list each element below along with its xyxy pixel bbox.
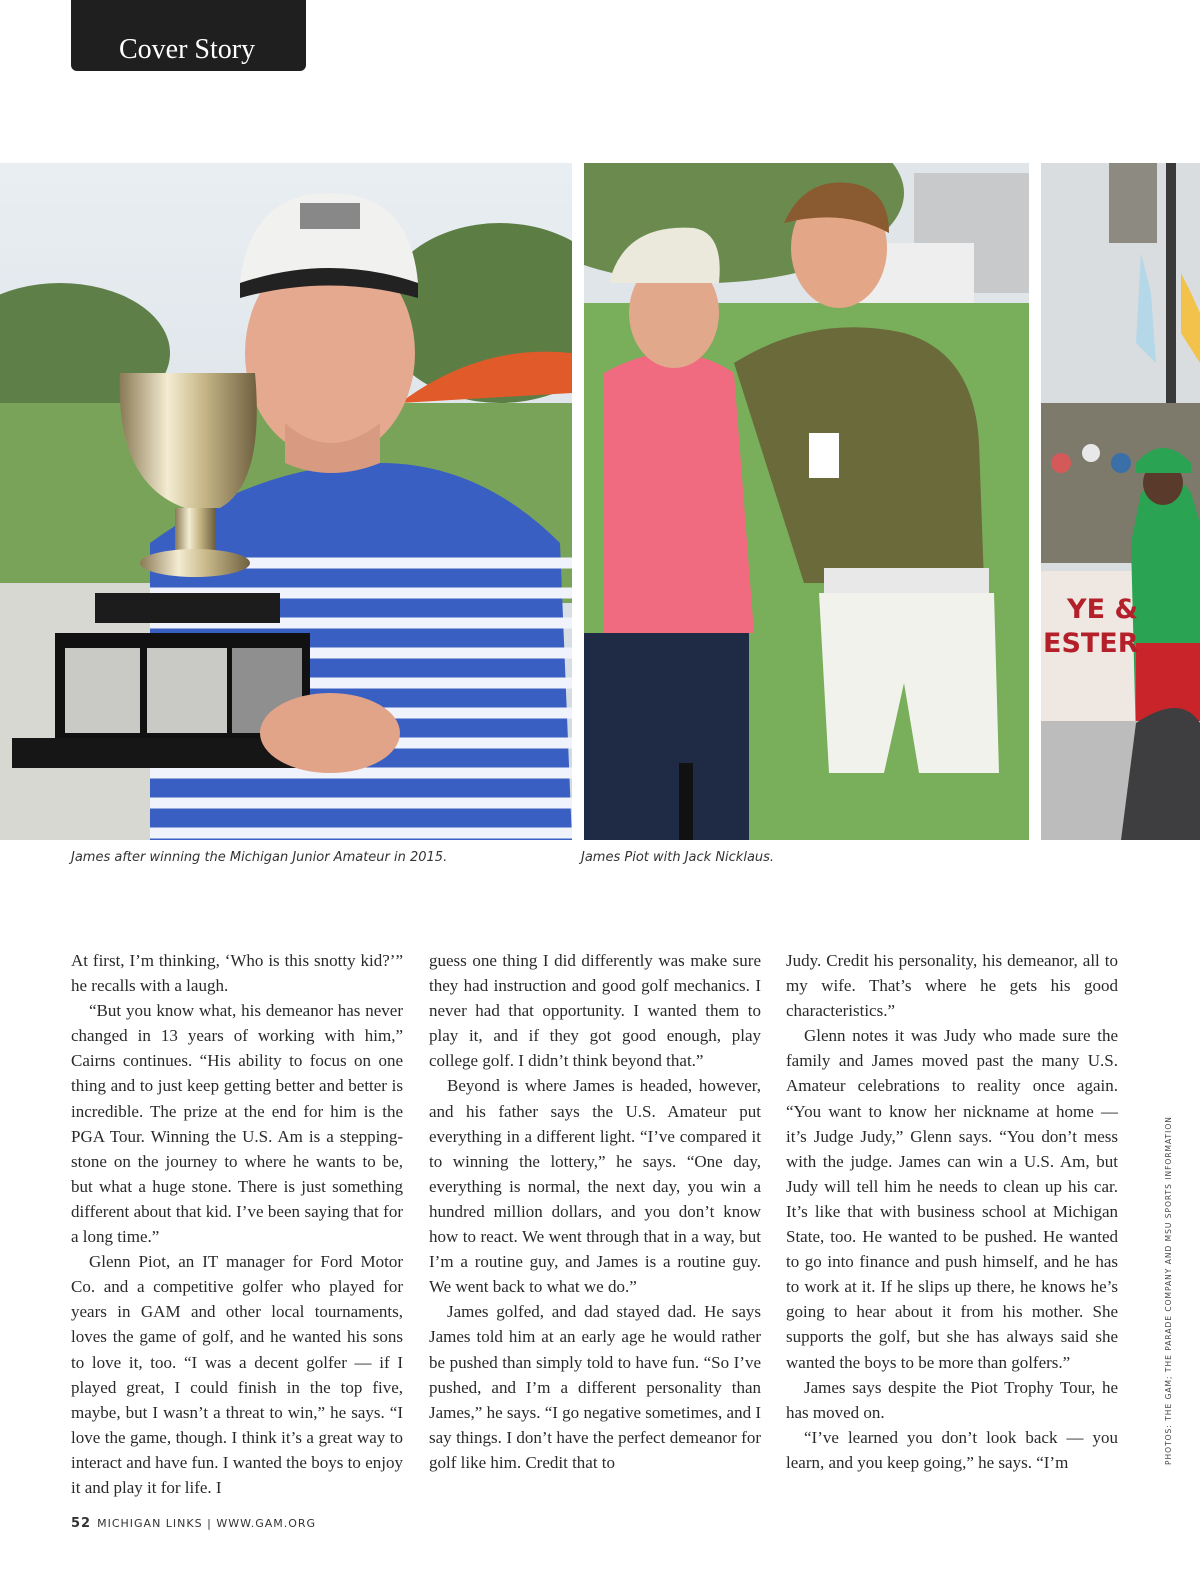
paragraph: guess one thing I did differently was make sure they had instruction and good golf mechanics. I never had that opportunity. I wanted them to play it, and if they got good enough, play college golf. I didn’t think beyond that.” [429,951,761,1071]
paragraph: “I’ve learned you don’t look back — you learn, and you keep going,” he says. “I’m [786,1427,1118,1472]
photo-nicklaus [584,163,1029,840]
paragraph: “But you know what, his demeanor has never changed in 13 years of working with him,” Cairns continues. “His ability to focus on one thing and to just keep getting better and better is incredible. The prize at the end for him is the PGA Tour. Winning the U.S. Am is a stepping-stone on the journey to where he wants to be, but what a huge stone. There is just something different about that kid. I’ve been saying that for a long time.” [71,1001,403,1247]
publication-name: MICHIGAN LINKS [97,1517,203,1530]
photo-caption-trophy: James after winning the Michigan Junior Amateur in 2015. [71,850,448,865]
photo-parade [1041,163,1200,840]
photo-credit: PHOTOS: THE GAM; THE PARADE COMPANY AND MSU SPORTS INFORMATION [1164,1116,1173,1465]
section-tab [71,0,306,71]
photo-caption-nicklaus: James Piot with Jack Nicklaus. [581,850,775,865]
photo-trophy [0,163,572,840]
page-number: 52 [71,1516,92,1531]
article-column-3 [786,948,1118,1475]
website-link[interactable]: WWW.GAM.ORG [216,1517,317,1530]
page-footer [71,1516,316,1531]
footer-separator: | [207,1517,212,1530]
parade-sign-text: YE & ESTER [1043,594,1139,659]
paragraph: James says despite the Piot Trophy Tour, he has moved on. [786,1377,1118,1422]
paragraph: James golfed, and dad stayed dad. He says James told him at an early age he would rather be pushed than simply told to have fun. “So I’ve pushed, and I’m a different personality than James,” he says. “I go negative sometimes, and I say things. I don’t have the perfect demeanor for golf like him. Credit that to [429,1302,761,1472]
paragraph: At first, I’m thinking, ‘Who is this snotty kid?’” he recalls with a laugh. [71,951,403,996]
paragraph: Glenn notes it was Judy who made sure the family and James moved past the many U.S. Amateur celebrations to reality once again. “You want to know her nickname at home — it’s Judge Judy,” Glenn says. “You don’t mess with the judge. James can win a U.S. Am, but Judy will tell him he needs to clean up his car. It’s like that with business school at Michigan State, too. He wanted to be pushed. He wanted to go into finance and push himself, and he has to work at it. If he slips up there, he knows he’s going to hear about it from his mother. She supports the golf, but she has always said she wanted the boys to be more than golfers.” [786,1026,1118,1372]
paragraph: Judy. Credit his personality, his demeanor, all to my wife. That’s where he gets his good characteristics.” [786,951,1118,1021]
section-tab-label: Cover Story [119,34,256,65]
paragraph: Beyond is where James is headed, however, and his father says the U.S. Amateur put everything in a different light. “I’ve compared it to winning the lottery,” he says. “One day, everything is normal, the next day, you win a hundred million dollars, and you don’t know how to react. We went through that in a way, but I’m a routine guy, and James is a routine guy. We went back to what we do.” [429,1076,761,1297]
paragraph: Glenn Piot, an IT manager for Ford Motor Co. and a competitive golfer who played for years in GAM and other local tournaments, loves the game of golf, and he wanted his sons to love it, too. “I was a decent golfer — if I played great, I could finish in the top five, maybe, but I wasn’t a threat to win,” he says. “I love the game, though. I think it’s a great way to interact and have fun. I wanted the boys to enjoy it and play it for life. I [71,1252,403,1497]
article-column-2 [429,948,761,1475]
article-column-1 [71,948,403,1500]
